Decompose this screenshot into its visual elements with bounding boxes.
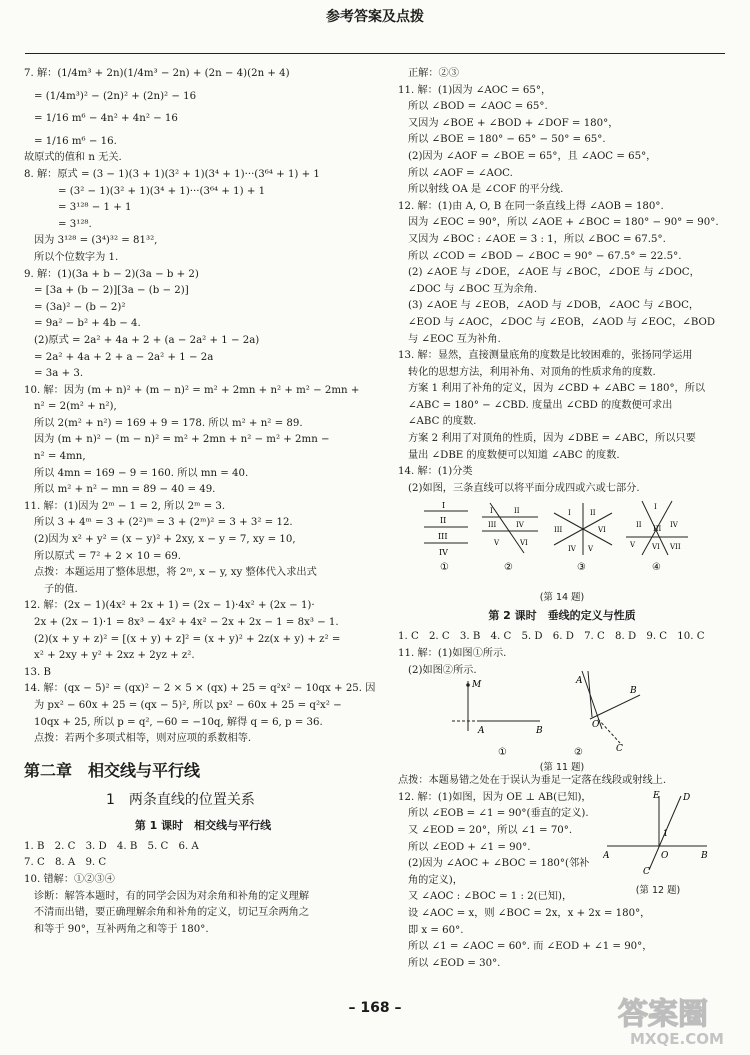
page-header — [0, 0, 750, 34]
roman-label: VII — [670, 543, 681, 552]
solution-line: n² = 2(m² + n²), — [34, 401, 117, 413]
solution-line: 即 x = 60°. — [408, 924, 464, 936]
point-label: B — [630, 686, 637, 697]
solution-line: 所以 ∠EOD = 30°. — [408, 957, 501, 969]
roman-label: III — [438, 532, 448, 542]
right-column — [398, 66, 726, 972]
solution-line: 所以个位数字为 1. — [34, 251, 119, 263]
page-number: – 168 – — [348, 1000, 402, 1016]
answer-list: 7. C 8. A 9. C — [24, 857, 107, 869]
roman-label: II — [440, 516, 447, 526]
solution-line: = [3a + (b − 2)][3a − (b − 2)] — [34, 285, 189, 297]
solution-line: 7. 解：(1/4m³ + 2n)(1/4m³ − 2n) + (2n − 4)(2n + 4) — [24, 68, 290, 79]
solution-line: (2) ∠AOE 与 ∠DOE，∠AOE 与 ∠BOC，∠DOE 与 ∠DOC， — [408, 267, 700, 279]
solution-line: 所以 ∠1 = ∠AOC = 60°. 而 ∠EOD + ∠1 = 90°， — [408, 941, 653, 953]
solution-line: 所以 m² + n² − mn = 89 − 40 = 49. — [34, 484, 216, 496]
roman-label: II — [590, 509, 596, 518]
header-rule — [25, 53, 725, 54]
panel-label: ① — [440, 562, 449, 574]
solution-line: = 1/16 m⁶ − 4n² + 4n² − 16 — [34, 113, 178, 125]
solution-line: 所以 3 + 4ᵐ = 3 + (2²)ᵐ = 3 + (2ᵐ)² = 3 + 3² = 12. — [34, 517, 293, 529]
solution-line: 10. 解：因为 (m + n)² + (m − n)² = m² + 2mn + n² + m² − 2mn + — [24, 384, 360, 396]
header-title: 参考答案及点拨 — [326, 9, 424, 25]
solution-line: = 3a + 3. — [34, 368, 84, 380]
roman-label: I — [654, 503, 657, 512]
roman-label: III — [554, 526, 563, 535]
point-label: M — [472, 680, 482, 691]
solution-line: = 9a² − b² + 4b − 4. — [34, 318, 141, 330]
solution-line: 又 ∠AOC : ∠BOC = 1 : 2(已知)， — [408, 891, 573, 903]
point-label: A — [603, 850, 610, 861]
solution-line: 为 px² − 60x + 25 = (qx − 5)², 所以 px² − 60x + 25 = q²x² − — [34, 699, 342, 711]
solution-line: 因为 (m + n)² − (m − n)² = m² + 2mn + n² − m² + 2mn − — [34, 434, 330, 446]
solution-line: 诊断：解答本题时，有的同学会因为对余角和补角的定义理解 — [34, 890, 310, 902]
roman-label: V — [588, 545, 594, 554]
point-label: D — [683, 792, 691, 803]
solution-line: 12. 解：(2x − 1)(4x² + 2x + 1) = (2x − 1)·4x² + (2x − 1)· — [24, 600, 315, 612]
solution-line: = (3² − 1)(3² + 1)(3⁴ + 1)···(3⁶⁴ + 1) + 1 — [58, 185, 266, 197]
panel-label: ③ — [577, 562, 586, 574]
q12-block — [398, 790, 726, 973]
fig11-panel-2 — [570, 667, 660, 759]
solution-line: 所以 ∠COD = ∠BOD − ∠BOC = 90° − 67.5° = 22.5°. — [408, 250, 682, 262]
svg-text:答案圈: 答案圈 — [618, 997, 708, 1032]
point-label: B — [536, 726, 543, 737]
solution-line: (2)原式 = 2a² + 4a + 2 + (a − 2a² + 1 − 2a) — [34, 334, 260, 346]
figure-caption: (第 12 题) — [635, 884, 681, 896]
fig14-panel-1 — [420, 501, 472, 573]
lesson-title: 第 1 课时 相交线与平行线 — [134, 818, 272, 832]
solution-line: 又 ∠EOD = 20°，所以 ∠1 = 70°. — [408, 825, 573, 836]
figure-caption: (第 14 题) — [539, 592, 585, 604]
solution-line: 14. 解：(qx − 5)² = (qx)² − 2 × 5 × (qx) + 25 = q²x² − 10qx + 25. 因 — [24, 683, 376, 695]
roman-label: IV — [568, 545, 576, 554]
solution-line: 13. B — [24, 666, 51, 678]
roman-label: IV — [670, 521, 678, 530]
answer-list: 1. B 2. C 3. D 4. B 5. C 6. A — [24, 840, 199, 852]
solution-line: 12. 解：(1)由 A, O, B 在同一条直线上得 ∠AOB = 180°. — [398, 200, 664, 212]
roman-label: I — [442, 501, 446, 511]
solution-line: = (3a)² − (b − 2)² — [34, 301, 126, 313]
solution-line: 不清而出错，要正确理解余角和补角的定义，切记互余两角之 — [34, 907, 310, 919]
solution-line: = 3¹²⁸ − 1 + 1 — [58, 202, 132, 214]
solution-line: 方案 1 利用了补角的定义，因为 ∠CBD + ∠ABC = 180°，所以 — [408, 383, 706, 395]
roman-label: VI — [520, 539, 528, 548]
solution-line: 所以 ∠EOD + ∠1 = 90°. — [408, 841, 531, 853]
solution-line: 14. 解：(1)分类 — [398, 466, 473, 478]
section-title: 1 两条直线的位置关系 — [106, 791, 255, 808]
panel-label: ① — [498, 747, 507, 759]
solution-line: 10. 错解：①②③④ — [24, 873, 115, 885]
solution-line: 所以 4mn = 169 − 9 = 160. 所以 mn = 40. — [34, 467, 249, 479]
chapter-title: 第二章 相交线与平行线 — [24, 760, 201, 780]
answer-list: 1. C 2. C 3. B 4. C 5. D 6. D 7. C 8. D 9. C 10. C — [398, 631, 705, 643]
solution-line: 12. 解：(1)如图，因为 OE ⊥ AB(已知)， — [398, 791, 592, 803]
tip-line: 点拨：本题易错之处在于误认为垂足一定落在线段或射线上. — [398, 775, 667, 787]
solution-line: 9. 解：(1)(3a + b − 2)(3a − b + 2) — [24, 268, 199, 280]
solution-line: = 1/16 m⁶ − 16. — [34, 135, 117, 147]
solution-line: ∠DOC 与 ∠BOC 互为余角. — [408, 283, 538, 295]
point-label: A — [576, 676, 583, 687]
solution-line: (3) ∠AOE 与 ∠EOB，∠AOD 与 ∠DOB，∠AOC 与 ∠BOC， — [408, 300, 700, 312]
solution-line: 13. 解：显然，直接测量底角的度数是比较困难的，张扬同学运用 — [398, 350, 693, 362]
solution-line: 角的定义)， — [408, 874, 463, 886]
solution-line: 所以射线 OA 是 ∠COF 的平分线. — [408, 184, 564, 196]
solution-line: 因为 ∠EOC = 90°，所以 ∠AOE + ∠BOC = 180° − 90° = 90°. — [408, 217, 719, 229]
solution-line: 10qx + 25, 所以 p = q², −60 = −10q, 解得 q = 6, p = 36. — [34, 716, 323, 728]
solution-line: ∠EOD 与 ∠AOC，∠DOC 与 ∠EOB，∠AOD 与 ∠EOC，∠BOD — [408, 316, 716, 328]
point-label: O — [661, 850, 669, 861]
solution-line: 所以 ∠BOD = ∠AOC = 65°. — [408, 101, 548, 113]
solution-line: 8. 解：原式 = (3 − 1)(3 + 1)(3² + 1)(3⁴ + 1)···(3⁶⁴ + 1) + 1 — [24, 168, 320, 180]
roman-label: II — [636, 521, 642, 530]
watermark-logo — [612, 990, 742, 1050]
solution-line: = 2a² + 4a + 2 + a − 2a² + 1 − 2a — [34, 351, 214, 363]
panel-label: ② — [504, 562, 513, 574]
roman-label: I — [568, 509, 571, 518]
roman-label: VI — [652, 543, 660, 552]
lesson-title: 第 2 课时 垂线的定义与性质 — [488, 609, 636, 623]
solution-line: 因为 3¹²⁸ = (3⁴)³² = 81³², — [34, 235, 158, 247]
solution-line: 11. 解：(1)如图①所示. — [398, 648, 507, 660]
solution-line: (2)(x + y + z)² = [(x + y) + z]² = (x + y)² + 2z(x + y) + z² = — [34, 633, 341, 645]
solution-line: 和等于 90°，互补两角之和等于 180°. — [34, 923, 209, 935]
solution-line: (2)因为 ∠AOC + ∠BOC = 180°(邻补 — [408, 858, 590, 870]
solution-line: 量出 ∠DBE 的度数便可以知道 ∠ABC 的度数. — [408, 449, 620, 461]
tip-line: 点拨：本题运用了整体思想，将 2ᵐ, x − y, xy 整体代入求出式 — [34, 567, 317, 579]
panel-label: ④ — [652, 562, 661, 574]
fig11-panel-1 — [448, 675, 558, 759]
fig14-panel-4 — [624, 497, 690, 573]
angle-label: 1 — [663, 828, 669, 838]
figure-12 — [603, 790, 713, 896]
solution-line: 所以 ∠AOF = ∠AOC. — [408, 167, 513, 179]
solution-line: x² + 2xy + y² + 2xz + 2yz + z². — [34, 650, 195, 662]
solution-line: = 3¹²⁸. — [58, 218, 92, 230]
roman-label: IV — [516, 521, 524, 530]
fig14-panel-2 — [480, 501, 540, 573]
solution-line: ∠ABC 的度数. — [408, 416, 477, 428]
solution-line: n² = 4mn, — [34, 451, 86, 463]
point-label: B — [701, 850, 708, 861]
solution-line: (2)因为 x² + y² = (x − y)² + 2xy, x − y = 7, xy = 10, — [34, 534, 296, 546]
solution-line: 11. 解：(1)因为 2ᵐ − 1 = 2, 所以 2ᵐ = 3. — [24, 500, 226, 512]
roman-label: V — [494, 539, 500, 548]
point-label: C — [616, 744, 623, 755]
solution-line: 转化的思想方法，利用补角、对顶角的性质求角的度数. — [408, 366, 656, 378]
roman-label: VI — [598, 526, 606, 535]
tip-line: 子的值. — [44, 583, 78, 595]
roman-label: II — [514, 507, 520, 516]
solution-line: 正解：②③ — [408, 68, 459, 79]
roman-label: III — [488, 521, 497, 530]
solution-line: 故原式的值和 n 无关. — [24, 152, 122, 164]
solution-line: 所以 ∠EOB = ∠1 = 90°(垂直的定义). — [408, 808, 589, 820]
solution-line: = (1/4m³)² − (2n)² + (2n)² − 16 — [34, 90, 197, 102]
solution-line: 所以 2(m² + n²) = 169 + 9 = 178. 所以 m² + n² = 89. — [34, 417, 303, 429]
solution-line: (2)如图，三条直线可以将平面分成四或六或七部分. — [408, 482, 640, 494]
fig14-panel-3 — [550, 501, 616, 573]
point-label: E — [653, 790, 660, 801]
solution-line: 11. 解：(1)因为 ∠AOC = 65°， — [398, 84, 552, 96]
solution-line: 所以 ∠BOE = 180° − 65° − 50° = 65°. — [408, 134, 606, 146]
point-label: A — [478, 726, 485, 737]
panel-label: ② — [574, 747, 583, 759]
point-label: C — [643, 866, 650, 877]
solution-line: (2)因为 ∠AOF = ∠BOE = 65°，且 ∠AOC = 65°， — [408, 150, 657, 162]
figure-14 — [398, 497, 726, 589]
solution-line: ∠ABC = 180° − ∠CBD. 度量出 ∠CBD 的度数便可求出 — [408, 399, 673, 411]
point-label: O — [592, 720, 600, 731]
roman-label: V — [630, 541, 636, 550]
tip-line: 点拨：若两个多项式相等，则对应项的系数相等. — [34, 733, 252, 745]
solution-line: 设 ∠AOC = x，则 ∠BOC = 2x，x + 2x = 180°， — [408, 907, 651, 919]
solution-line: 所以原式 = 7² + 2 × 10 = 69. — [34, 550, 182, 562]
solution-line: 又因为 ∠BOC : ∠AOE = 3 : 1，所以 ∠BOC = 67.5°. — [408, 233, 666, 245]
svg-text:MXQE.COM: MXQE.COM — [630, 1030, 724, 1048]
roman-label: III — [653, 525, 662, 534]
solution-line: 2x + (2x − 1)·1 = 8x³ − 4x² + 4x² − 2x + 2x − 1 = 8x³ − 1. — [34, 617, 339, 628]
solution-line: 与 ∠EOC 互为补角. — [408, 333, 501, 345]
figure-11 — [398, 676, 726, 759]
figure-caption: (第 11 题) — [539, 762, 585, 774]
solution-line: 又因为 ∠BOE + ∠BOD + ∠DOF = 180°， — [408, 117, 619, 129]
solution-line: (2)如图②所示. — [408, 664, 477, 676]
solution-line: 方案 2 利用了对顶角的性质，因为 ∠DBE = ∠ABC，所以只要 — [408, 433, 696, 445]
left-column — [24, 66, 382, 938]
roman-label: IV — [439, 548, 448, 558]
roman-label: I — [490, 507, 493, 516]
